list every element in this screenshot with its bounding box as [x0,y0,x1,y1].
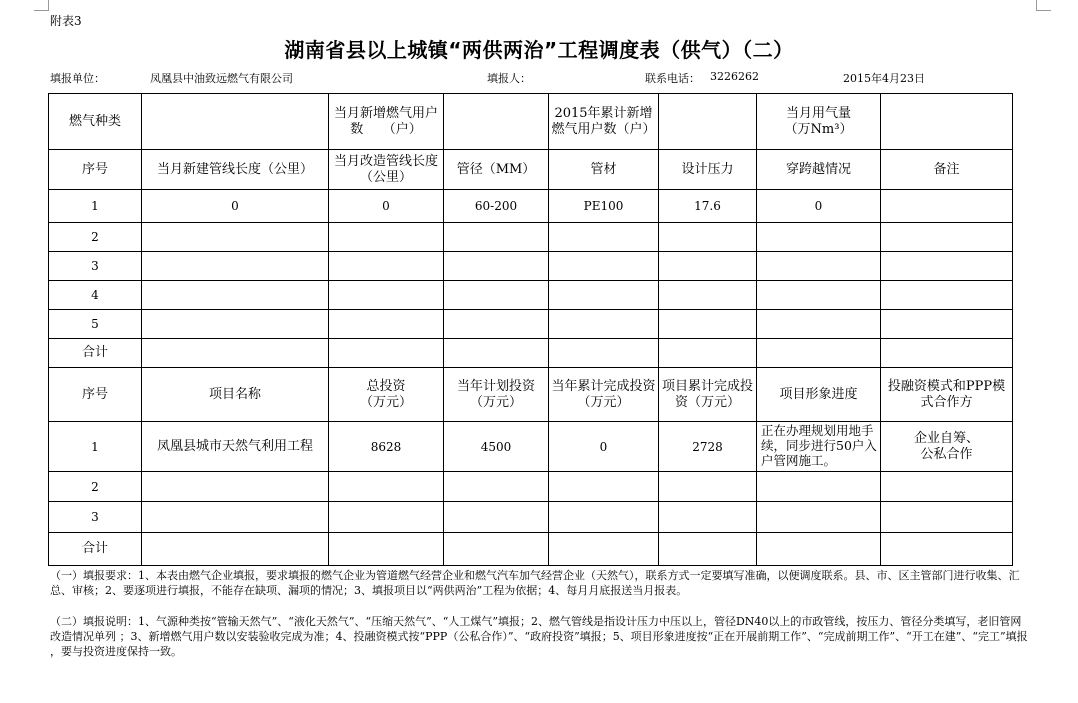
note-requirements: （一）填报要求：1、本表由燃气企业填报，要求填报的燃气企业为管道燃气经营企业和燃气汽车加气经营企业（天然气），联系方式一定要填写准确，以便调度联系。县、市、区主管部门进行收集、汇总、审核；2、要逐项进行填报，不能存在缺项、漏项的情况；3、填报项目以“两供两治”工程为依据；4、每月月底报送当月报表。 [50,569,1020,597]
table-row [49,533,1013,566]
cell-pipe-material[interactable] [549,281,659,310]
header-project-name: 项目名称 [142,368,329,422]
cell-renovated-pipe-length[interactable]: 0 [329,190,444,223]
cell-design-pressure[interactable] [659,252,757,281]
cell-year-completed-investment[interactable] [549,502,659,533]
cell-total-year-done-sum[interactable] [549,533,659,566]
cell-crossing[interactable] [757,223,881,252]
header-annual-plan-line2: （万元） [469,394,522,410]
table-row [49,223,1013,252]
page-corner-mark [34,0,49,11]
unit-label: 填报单位： [50,72,105,85]
table-row [49,422,1013,472]
cell-remark[interactable] [881,223,1013,252]
header-pipe-diameter: 管径（MM） [444,150,549,190]
cell-pipe-diameter[interactable] [444,252,549,281]
cell-remark[interactable] [881,190,1013,223]
cell-new-users-value[interactable] [444,94,549,150]
table-row [49,368,1013,422]
header-total-investment [329,368,444,422]
unit-value: 凤凰县中油致远燃气有限公司 [150,72,293,85]
cell-project-progress[interactable] [757,502,881,533]
header-gas-volume [757,94,881,150]
cell-renovated-pipe-length[interactable] [329,223,444,252]
cell-financing-mode[interactable] [881,472,1013,502]
cell-total-diameter[interactable] [444,339,549,368]
header-financing-mode: 投融资模式和PPP模式合作方 [881,368,1013,422]
header-total-investment-line1: 总投资 [366,378,406,394]
cell-financing-line1: 企业自筹、 [913,430,979,446]
cell-total-investment[interactable] [329,472,444,502]
cell-remark[interactable] [881,281,1013,310]
note-instructions: （二）填报说明：1、气源种类按“管输天然气”、“液化天然气”、“压缩天然气”、“人工煤气”填报；2、燃气管线是指设计压力中压以上，管径DN40以上的市政管线，按压力、管径分类填写，老旧管网改造情况单列 ；3、新增燃气用户数以安装验收完成为准；4、投融资模式按“PPP（公私合作）”、“政府投资”填报；5、项目形象进度按“正在开展前期工作”、“完成前期工作”、“开工在建”、“完工”填报 ，要与投资进度保持一致。 [50,615,1028,658]
phone-label: 联系电话： [645,72,700,85]
cell-project-completed-investment[interactable] [659,502,757,533]
header-gas-volume-line2: （万Nm³） [784,121,853,137]
cell-new-pipe-length[interactable] [142,223,329,252]
cell-total-new-pipe[interactable] [142,339,329,368]
table-row [49,339,1013,368]
reporter-label: 填报人： [487,72,531,85]
cell-annual-plan-investment[interactable] [444,502,549,533]
cell-project-name[interactable]: 凤凰县城市天然气利用工程 [142,422,329,472]
cell-project-progress[interactable]: 正在办理规划用地手续，同步进行50户入户管网施工。 [757,422,881,472]
header-crossing: 穿跨越情况 [757,150,881,190]
cell-project-name[interactable] [142,472,329,502]
cell-gas-volume-value[interactable] [881,94,1013,150]
cell-total-progress[interactable] [757,533,881,566]
header-annual-plan-line1: 当年计划投资 [456,378,535,394]
cell-financing-mode[interactable] [881,502,1013,533]
cell-year-completed-investment[interactable]: 0 [549,422,659,472]
header-year-completed-investment: 当年累计完成投资（万元） [549,368,659,422]
table-row [49,502,1013,533]
cell-design-pressure[interactable] [659,310,757,339]
phone-value: 3226262 [710,70,759,83]
header-renovated-pipe-length: 当月改造管线长度 （公里） [329,150,444,190]
cell-total-investment[interactable] [329,502,444,533]
cell-design-pressure[interactable] [659,223,757,252]
header-remark: 备注 [881,150,1013,190]
cell-total-label-2: 合计 [49,533,142,566]
cell-new-pipe-length[interactable] [142,310,329,339]
cell-design-pressure[interactable] [659,281,757,310]
cell-pipe-material[interactable]: PE100 [549,190,659,223]
cell-total-pressure[interactable] [659,339,757,368]
cell-seq: 1 [49,422,142,472]
cell-crossing[interactable] [757,310,881,339]
cell-annual-plan-investment[interactable] [444,472,549,502]
cell-pipe-material[interactable] [549,223,659,252]
table-row [49,252,1013,281]
cell-project-progress[interactable] [757,472,881,502]
cell-total-renovated-pipe[interactable] [329,339,444,368]
cell-new-pipe-length[interactable]: 0 [142,190,329,223]
cell-seq: 2 [49,472,142,502]
cell-total-investment[interactable]: 8628 [329,422,444,472]
cell-seq: 2 [49,223,142,252]
cell-total-financing[interactable] [881,533,1013,566]
table-row [49,150,1013,190]
cell-project-completed-investment[interactable]: 2728 [659,422,757,472]
cell-seq: 1 [49,190,142,223]
table-row [49,94,1013,150]
header-gas-type: 燃气种类 [49,94,142,150]
cell-pipe-diameter[interactable] [444,310,549,339]
page-corner-mark [1036,0,1051,11]
cell-total-proj-done-sum[interactable] [659,533,757,566]
cell-remark[interactable] [881,310,1013,339]
header-project-progress: 项目形象进度 [757,368,881,422]
cell-new-pipe-length[interactable] [142,252,329,281]
header-new-pipe-length: 当月新建管线长度（公里） [142,150,329,190]
cell-total-remark[interactable] [881,339,1013,368]
cell-seq: 5 [49,310,142,339]
header-seq: 序号 [49,150,142,190]
cell-pipe-diameter[interactable]: 60-200 [444,190,549,223]
dispatch-table [48,93,1013,566]
cell-gas-type-value[interactable] [142,94,329,150]
cell-cumulative-users-value[interactable] [659,94,757,150]
header-design-pressure: 设计压力 [659,150,757,190]
cell-annual-plan-investment[interactable]: 4500 [444,422,549,472]
report-date: 2015年4月23日 [843,72,925,85]
table-row [49,310,1013,339]
cell-total-project[interactable] [142,533,329,566]
cell-crossing[interactable] [757,252,881,281]
cell-year-completed-investment[interactable] [549,472,659,502]
cell-crossing[interactable]: 0 [757,190,881,223]
cell-seq: 3 [49,502,142,533]
header-annual-plan-investment [444,368,549,422]
header-pipe-material: 管材 [549,150,659,190]
cell-design-pressure[interactable]: 17.6 [659,190,757,223]
cell-pipe-material[interactable] [549,310,659,339]
cell-seq: 4 [49,281,142,310]
cell-total-label: 合计 [49,339,142,368]
cell-total-investment-sum[interactable] [329,533,444,566]
cell-new-pipe-length[interactable] [142,281,329,310]
header-seq-2: 序号 [49,368,142,422]
attachment-label: 附表3 [50,14,82,28]
header-gas-volume-line1: 当月用气量 [785,105,851,121]
cell-crossing[interactable] [757,281,881,310]
cell-total-material[interactable] [549,339,659,368]
cell-financing-mode[interactable] [881,422,1013,472]
cell-remark[interactable] [881,252,1013,281]
header-project-completed-investment: 项目累计完成投资（万元） [659,368,757,422]
cell-renovated-pipe-length[interactable] [329,310,444,339]
cell-financing-line2: 公私合作 [920,446,973,462]
table-row [49,472,1013,502]
header-cumulative-users: 2015年累计新增燃气用户数（户） [549,94,659,150]
table-row [49,190,1013,223]
cell-renovated-pipe-length[interactable] [329,252,444,281]
header-total-investment-line2: （万元） [359,394,412,410]
cell-pipe-material[interactable] [549,252,659,281]
cell-project-name[interactable] [142,502,329,533]
cell-project-completed-investment[interactable] [659,472,757,502]
cell-pipe-diameter[interactable] [444,223,549,252]
cell-total-plan-sum[interactable] [444,533,549,566]
header-new-users: 当月新增燃气用户数 （户） [329,94,444,150]
cell-renovated-pipe-length[interactable] [329,281,444,310]
cell-total-crossing[interactable] [757,339,881,368]
cell-seq: 3 [49,252,142,281]
table-row [49,281,1013,310]
page-title: 湖南省县以上城镇“两供两治”工程调度表（供气）（二） [284,38,794,62]
cell-pipe-diameter[interactable] [444,281,549,310]
